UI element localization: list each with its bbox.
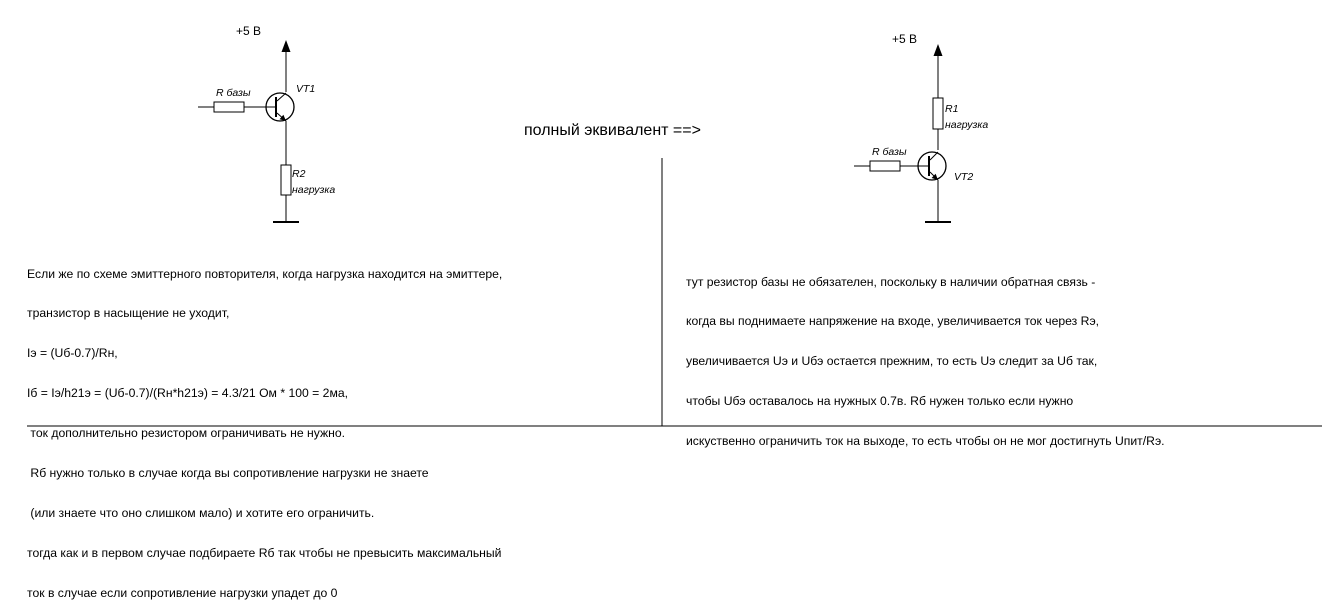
left-text-line: Iб = Iэ/h21э = (Uб-0.7)/(Rн*h21э) = 4.3/21 Ом * 100 = 2ма, <box>27 386 348 401</box>
right-load-text: нагрузка <box>945 119 989 131</box>
left-explanation <box>27 241 502 613</box>
vt1-collector <box>277 93 286 101</box>
left-text-line: Iэ = (Uб-0.7)/Rн, <box>27 346 118 361</box>
left-circuit <box>198 40 299 222</box>
right-supply-arrow-icon <box>934 44 943 56</box>
right-load-resistor-label: R1 <box>945 103 959 115</box>
left-text-line: ток в случае если сопротивление нагрузки упадет до 0 <box>27 585 338 600</box>
left-base-resistor-label: R базы <box>216 87 251 99</box>
left-text-line: ток дополнительно резистором ограничивать не нужно. <box>27 426 346 441</box>
left-load-text: нагрузка <box>292 184 336 196</box>
vt2-label: VT2 <box>954 171 974 183</box>
left-supply-label: +5 В <box>236 24 262 38</box>
left-supply-arrow-icon <box>282 40 291 52</box>
right-explanation <box>686 249 1165 462</box>
equivalent-caption: полный эквивалент ==> <box>524 122 701 139</box>
right-text-line: чтобы Uбэ оставалось на нужных 0.7в. Rб нужен только если нужно <box>686 394 1074 409</box>
right-text-line: когда вы поднимаете напряжение на входе, увеличивается ток через Rэ, <box>686 314 1100 329</box>
left-text-line: Если же по схеме эмиттерного повторителя, когда нагрузка находится на эмиттере, <box>27 266 503 281</box>
left-text-line: (или знаете что оно слишком мало) и хотите его ограничить. <box>27 505 375 520</box>
right-load-resistor <box>933 98 943 129</box>
left-text-line: Rб нужно только в случае когда вы сопротивление нагрузки не знаете <box>27 466 429 481</box>
right-supply-label: +5 В <box>892 32 918 46</box>
right-base-resistor-label: R базы <box>872 146 907 158</box>
right-text-line: увеличивается Uэ и Uбэ остается прежним, то есть Uэ следит за Uб так, <box>686 354 1098 369</box>
left-load-resistor <box>281 165 291 195</box>
vt2-collector <box>930 152 938 160</box>
left-base-resistor <box>214 102 244 112</box>
vt1-label: VT1 <box>296 83 316 95</box>
left-text-line: тогда как и в первом случае подбираете Rб так чтобы не превысить максимальный <box>27 545 502 560</box>
left-text-line: транзистор в насыщение не уходит, <box>27 306 230 321</box>
left-load-resistor-label: R2 <box>292 168 306 180</box>
right-base-resistor <box>870 161 900 171</box>
right-circuit <box>854 44 951 222</box>
right-text-line: искуственно ограничить ток на выходе, то есть чтобы он не мог достигнуть Uпит/Rэ. <box>686 434 1165 449</box>
right-text-line: тут резистор базы не обязателен, поскольку в наличии обратная связь - <box>686 274 1096 289</box>
